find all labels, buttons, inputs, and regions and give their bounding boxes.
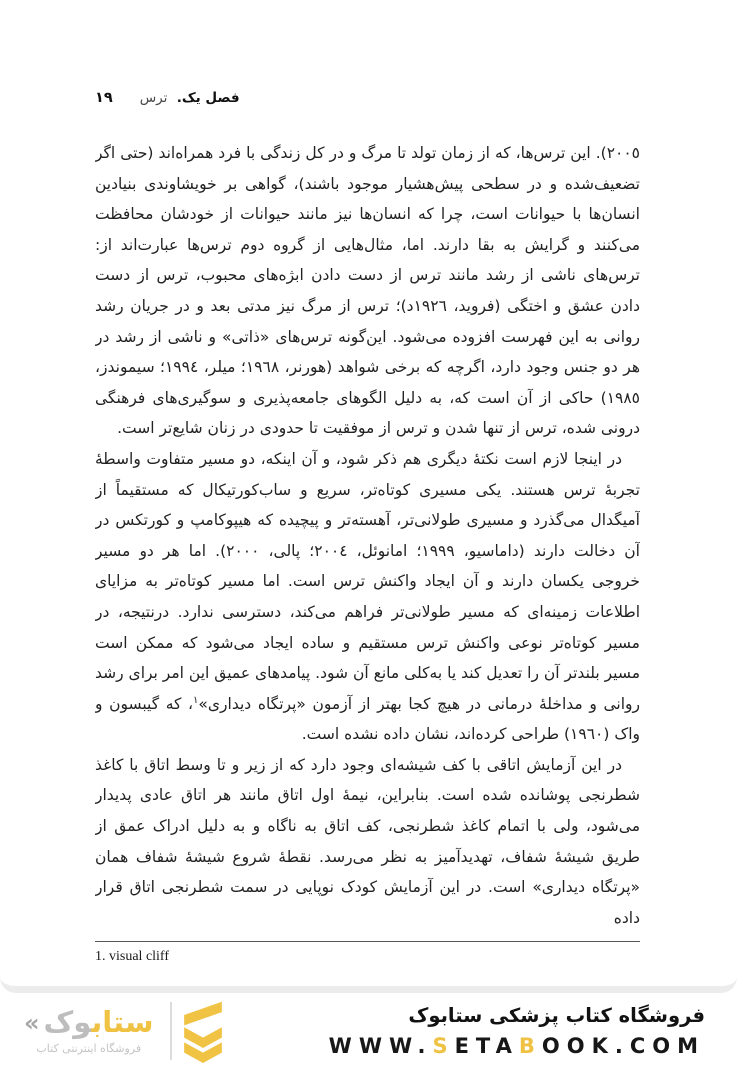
chevron-emblem-icon [182, 998, 224, 1064]
paragraph: ٢٠٠٥). این ترس‌ها، که از زمان تولد تا مرگ و در کل زندگی با فرد همراه‌اند (حتی اگر تضعیف‌شده و در سطحی پیش‌هشیار موجود باشند)، گواهی بر خویشاوندی بنیادین انسان‌ها با حیوانات است، چرا که انسان‌ها نیز مانند حیوانات از خودشان محافظت می‌کنند و گرایش به بقا دارند. اما، مثال‌هایی از گروه دوم ترس‌ها عبارت‌اند از: ترس‌های ناشی از رشد مانند ترس از دست دادن ابژه‌های محبوب، ترس از دست دادن عشق و اختگی (فروید، ١٩٢٦د)؛ ترس از مرگ نیز مدتی بعد و در جریان رشد روانی به این فهرست افزوده می‌شود. این‌گونه ترس‌های «ذاتی» و ناشی از رشد در هر دو جنس وجود دارد، اگرچه که برخی شواهد (هورنر، ١٩٦٨؛ میلر، ١٩٩٤؛ سیموندز، ١٩٨٥) حاکی از آن است که، به دلیل الگوهای جامعه‌پذیری و سوگیری‌های فرهنگی درونی شده، ترس از تنها شدن و ترس از موفقیت تا حدودی در زنان شایع‌تر است. [95, 144, 640, 438]
footnote-reference: ١ [193, 694, 199, 706]
setabook-logo[interactable] [24, 998, 224, 1064]
logo-wordmark-secondary: وک [43, 1005, 92, 1040]
logo-wordmark-block [24, 1007, 154, 1055]
chapter-title-label: فصل یک. [176, 90, 240, 106]
store-name: فروشگاه کتاب پزشکی ستابوک [408, 1004, 705, 1027]
paragraph-text: در اینجا لازم است نکتهٔ دیگری هم ذکر شود، و آن اینکه، دو مسیر متفاوت واسطهٔ تجربهٔ ترس هستند. یکی مسیری کوتاه‌تر، سریع و ساب‌کورتیکال که مستقیماً از آمیگدال می‌گذرد و مسیری طولانی‌تر، آهسته‌تر و پیچیده که هیپوکامپ و کورتکس در آن دخالت دارند (داماسیو، ١٩٩٩؛ امانوئل، ٢٠٠٤؛ پالی، ٢٠٠٠). اما هر دو مسیر خروجی یکسان دارند و آن ایجاد واکنش ترس است. اما مسیر کوتاه‌تر به مزایای اطلاعات زمینه‌ای که مسیر طولانی‌تر فراهم می‌کند، دسترسی ندارد. درنتیجه، در مسیر کوتاه‌تر نوعی واکنش ترس مستقیم و ساده ایجاد می‌شود که ممکن است مسیر بلندتر آن را تعدیل کند یا به‌کلی مانع آن شود. پیامدهای عمیق این امر برای رشد روانی و مداخلهٔ درمانی در هیچ کجا بهتر از آزمون «پرتگاه دیداری» [95, 449, 640, 713]
url-part: WWW. [328, 1034, 433, 1058]
store-footer [0, 993, 737, 1073]
website-url[interactable] [329, 1034, 705, 1058]
url-part: OOK [541, 1034, 615, 1058]
logo-wordmark-line [24, 1007, 154, 1039]
running-header [95, 90, 640, 106]
body-text [95, 138, 640, 933]
paragraph [95, 444, 640, 750]
logo-tagline: فروشگاه اینترنتی کتاب [36, 1041, 142, 1055]
url-part: .COM [614, 1034, 705, 1058]
footnote-area [95, 941, 640, 965]
url-part: ETA [454, 1034, 519, 1058]
page-number: ١٩ [95, 90, 113, 106]
chapter-title [140, 90, 240, 106]
chapter-title-word: ترس [139, 90, 168, 106]
url-part-gold-b: B [518, 1034, 542, 1058]
logo-divider [170, 1002, 172, 1060]
logo-wordmark-primary: ستاب [91, 1005, 154, 1040]
paragraph-text: ، که گیبسون و واک (١٩٦٠) طراحی کرده‌اند، نشان داده نشده است. [95, 694, 640, 744]
guillemet-icon: « [24, 1008, 40, 1037]
url-part-gold-s: S [432, 1034, 455, 1058]
logo-wordmark [44, 1007, 154, 1039]
paragraph: در این آزمایش اتاقی با کف شیشه‌ای وجود دارد که از زیر و تا وسط اتاق با کاغذ شطرنجی پوشانده شده است. بنابراین، نیمهٔ اول اتاق مانند هر اتاق عادی پدیدار می‌شود، ولی با اتمام کاغذ شطرنجی، کف اتاق به ناگاه و به دلیل ادراک عمق از طریق شیشهٔ شفاف، تهدیدآمیز به نظر می‌رسد. نقطهٔ شروع شیشهٔ شفاف همان «پرتگاه دیداری» است. در این آزمایش کودک نوپایی در سمت شطرنجی اتاق قرار داده [95, 755, 640, 927]
footer-text-block [329, 1004, 705, 1058]
footnote-text: 1. visual cliff [95, 949, 170, 964]
